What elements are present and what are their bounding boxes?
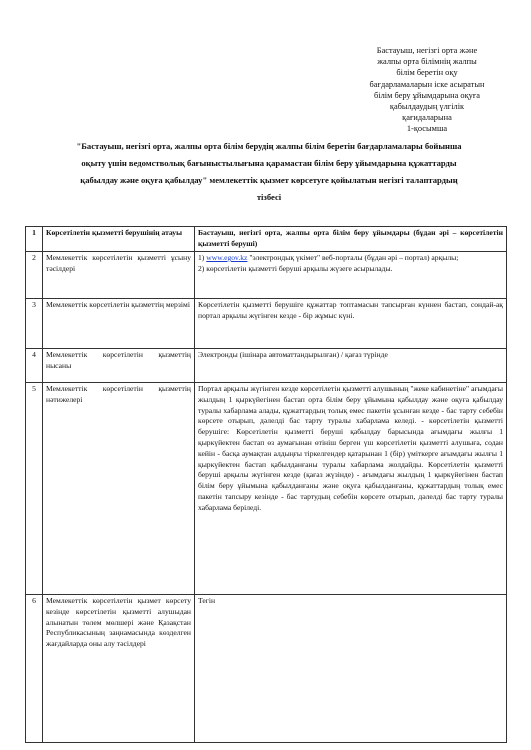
- row-name: Мемлекеттік көрсетілетін қызмет көрсету кезінде көрсетілетін қызметті алушыдан алынатын төлем мөлшері және Қазақстан Республикасының заңнамасында көзделген жағдайларда оны алу тәсілдері: [43, 595, 195, 743]
- appendix-line: білім беру ұйымдарына оқуға: [374, 90, 480, 100]
- table-header-row: [26, 227, 507, 252]
- value-text: "электрондық үкімет" веб-порталы (бұдан әрі – портал) арқылы;: [247, 253, 459, 262]
- table-row: [26, 595, 507, 743]
- appendix-line: қағидаларына: [402, 113, 452, 123]
- appendix-line: бағдарламаларын іске асыратын: [369, 79, 485, 89]
- row-number: 5: [26, 383, 43, 595]
- appendix-line: Бастауыш, негізгі орта және: [376, 46, 478, 55]
- appendix-line: білім беретін оқу: [396, 68, 458, 78]
- appendix-line: жалпы орта білімнің жалпы: [377, 57, 477, 67]
- row-name: Мемлекеттік көрсетілетін қызметтің нәтижелері: [43, 383, 195, 595]
- table-row: [26, 383, 507, 595]
- row-name: Көрсетілетін қызметті берушінің атауы: [43, 227, 195, 252]
- row-name: Мемлекеттік көрсетілетін қызметтің нысаны: [43, 349, 195, 383]
- row-value: Электронды (ішінара автоматтандырылған) / қағаз түрінде: [195, 349, 507, 383]
- row-value: Тегін: [195, 595, 507, 743]
- title-line: тізбесі: [256, 192, 282, 202]
- row-value: Бастауыш, негізгі орта, жалпы орта білім беру ұйымдары (бұдан әрі – көрсетілетін қызметті беруші): [195, 227, 507, 252]
- table-row: [26, 252, 507, 299]
- row-value: [195, 252, 507, 299]
- row-number: 6: [26, 595, 43, 743]
- table-row: [26, 299, 507, 349]
- row-name: Мемлекеттік көрсетілетін қызметті ұсыну тәсілдері: [43, 252, 195, 299]
- row-value: Портал арқылы жүгінген кезде көрсетілетін қызметті алушының "жеке кабинетіне" ағымдағы жылдың 1 қыркүйегінен бастап орта білім беру ұйымына қабылдау және оқуға қабылдау туралы хабарлама алады, құжаттардың толық емес пакетін ұсынған кезде - бас тарту себебін көрсете отырып, дәлелді бас тарту туралы хабарлама келеді. - көрсетілетін қызметті берушіге: Көрсетілетін қызметті беруші қабылдау барысында ағымдағы жылғы 1 қыркүйектен бастап өз аумағынан өтініш берген үш көрсетілетін қызметті алушыға, содан кейін - басқа аумақтан алдыңғы тіркелгендер қатарынан 1 (бір) үміткерге ағымдағы жылғы 1 қыркүйектен бастап қабылданғаны туралы хабарлама жолдайды. Көрсетілетін қызметті беруші арқылы жүгінген кезде (қағаз жүзінде) - ағымдағы жылдың 1 қыркүйегінен бастап білім беру ұйымына қабылданғаны және оқуға қабылданғаны, құжаттардың толық емес пакетін тапсыру кезінде - бас тартудың себебін көрсете отырып, дәлелді бас тарту туралы хабарлама беріледі.: [195, 383, 507, 595]
- appendix-number: 1-қосымша: [406, 124, 448, 134]
- row-number: 1: [26, 227, 43, 252]
- egov-link[interactable]: www.egov.kz: [206, 253, 248, 262]
- title-line: оқыту үшін ведомстволық бағыныстылығына қарамастан білім беру ұйымдарына құжаттарды: [81, 158, 457, 168]
- requirements-table: [25, 226, 507, 743]
- row-number: 3: [26, 299, 43, 349]
- value-line: 2) көрсетілетін қызметті беруші арқылы жүзеге асырылады.: [198, 263, 393, 273]
- appendix-line: қабылдаудың үлгілік: [389, 102, 465, 112]
- title-line: қабылдау және оқуға қабылдау" мемлекеттік қызмет көрсетуге қойылатын негізгі талаптардың: [80, 175, 458, 185]
- document-title: [30, 138, 508, 206]
- appendix-note: [362, 45, 492, 135]
- table-row: [26, 349, 507, 383]
- row-value: Көрсетілетін қызметті берушіге құжаттар топтамасын тапсырған күннен бастап, сондай-ақ портал арқылы жүгінген кезде - бір жұмыс күні.: [195, 299, 507, 349]
- value-line: [198, 253, 503, 264]
- row-number: 4: [26, 349, 43, 383]
- title-line: "Бастауыш, негізгі орта, жалпы орта білім берудің жалпы білім беретін бағдарламалары бойынша: [76, 141, 462, 151]
- value-prefix: 1): [198, 253, 207, 262]
- row-name: Мемлекеттік көрсетілетін қызметтің мерзімі: [43, 299, 195, 349]
- row-number: 2: [26, 252, 43, 299]
